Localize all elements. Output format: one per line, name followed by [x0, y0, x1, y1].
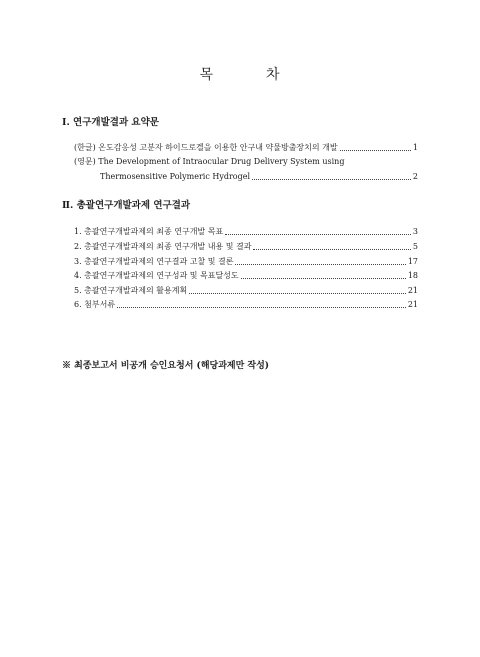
- toc-entry-page: 17: [407, 257, 418, 266]
- title-char-2: 차: [266, 67, 281, 83]
- toc-entry-1[interactable]: [74, 225, 418, 237]
- toc-entry-label: 3. 총괄연구개발과제의 연구결과 고찰 및 결론: [74, 257, 234, 266]
- dot-leader: [253, 248, 410, 250]
- toc-entry-summary-english[interactable]: [74, 155, 418, 167]
- toc-entry-page: 18: [407, 271, 418, 280]
- toc-entry-label: 6. 첨부서류: [74, 300, 116, 309]
- section-2-heading: Ⅱ. 총괄연구개발과제 연구결과: [62, 200, 191, 211]
- toc-entry-6[interactable]: [74, 298, 418, 310]
- toc-entry-label-continuation: Thermosensitive Polymeric Hydrogel: [100, 172, 251, 181]
- section-1-heading: Ⅰ. 연구개발결과 요약문: [62, 117, 159, 128]
- toc-entry-page: 3: [412, 227, 418, 236]
- toc-entry-label: 1. 총괄연구개발과제의 최종 연구개발 목표: [74, 227, 224, 236]
- dot-leader: [189, 292, 406, 294]
- toc-entry-page: 21: [407, 286, 418, 295]
- toc-entry-label: 2. 총괄연구개발과제의 최종 연구개발 내용 및 결과: [74, 242, 252, 251]
- toc-entry-label: (한글) 온도감응성 고분자 하이드로겔을 이용한 안구내 약물방출장치의 개발: [74, 143, 338, 152]
- dot-leader: [117, 306, 406, 308]
- toc-entry-4[interactable]: [74, 269, 418, 281]
- toc-entry-label: 5. 총괄연구개발과제의 활용계획: [74, 286, 188, 295]
- dot-leader: [225, 233, 411, 235]
- toc-entry-page: 2: [412, 172, 418, 181]
- toc-entry-summary-korean[interactable]: [74, 141, 418, 153]
- toc-entry-summary-english-continuation[interactable]: [100, 170, 418, 182]
- dot-leader: [235, 263, 405, 265]
- title-char-1: 목: [199, 67, 214, 83]
- toc-entry-page: 21: [407, 300, 418, 309]
- toc-entry-label: 4. 총괄연구개발과제의 연구성과 및 목표달성도: [74, 271, 239, 280]
- dot-leader: [340, 149, 411, 151]
- disclosure-note: ※ 최종보고서 비공개 승인요청서 (해당과제만 작성): [62, 361, 270, 371]
- dot-leader: [252, 178, 411, 180]
- toc-entry-page: 5: [412, 242, 418, 251]
- toc-entry-label: (영문) The Development of Intraocular Drug Delivery System using: [74, 157, 345, 166]
- toc-entry-page: 1: [412, 143, 418, 152]
- dot-leader: [241, 277, 406, 279]
- toc-entry-2[interactable]: [74, 240, 418, 252]
- toc-entry-3[interactable]: [74, 255, 418, 267]
- page-title: [0, 64, 480, 84]
- toc-entry-5[interactable]: [74, 284, 418, 296]
